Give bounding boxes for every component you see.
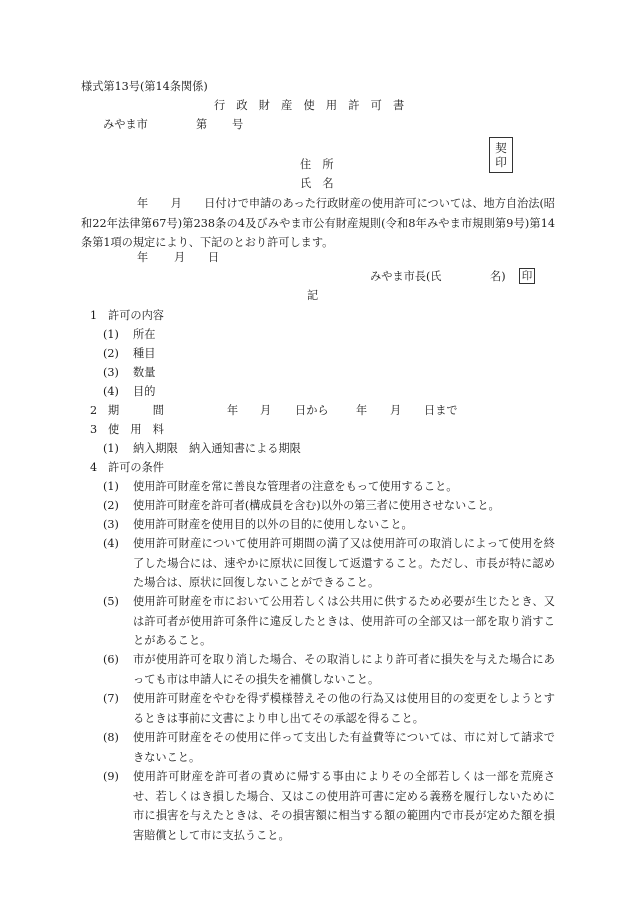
period-from-month: 月 — [260, 404, 272, 417]
contract-seal-box — [489, 137, 513, 173]
s3-item-1-text: 納入期限 納入通知書による期限 — [133, 442, 301, 455]
s1-item-4-label: 目的 — [133, 385, 156, 398]
condition-6-num: (6) — [103, 653, 119, 666]
mayor-label: みやま市長(氏 — [370, 270, 442, 283]
s1-item-3-num: (3) — [103, 366, 119, 379]
period-from-day: 日から — [295, 404, 329, 417]
condition-7-text: 使用許可財産をやむを得ず模様替えその他の行為又は使用目的の変更をしようとするときは事前に文書により申し出てその承認を得ること。 — [133, 692, 555, 725]
period-to-day: 日まで — [424, 404, 458, 417]
section-3-title: 使 用 料 — [108, 423, 164, 436]
date-day: 日 — [208, 251, 220, 264]
condition-4-num: (4) — [103, 537, 119, 550]
ki-heading: 記 — [307, 289, 319, 302]
s1-item-2-label: 種目 — [133, 347, 156, 360]
period-from-year: 年 — [227, 404, 239, 417]
issuer-city: みやま市 — [103, 118, 148, 131]
condition-4-text: 使用許可財産について使用許可期間の満了又は使用許可の取消しによって使用を終了した場合には、速やかに原状に回復して返還すること。ただし、市長が特に認めた場合は、原状に回復しないことができること。 — [133, 537, 555, 589]
form-number: 様式第13号(第14条関係) — [81, 80, 208, 93]
s3-item-1-num: (1) — [103, 442, 119, 455]
s1-item-3-label: 数量 — [133, 366, 156, 379]
mayor-name-suffix: 名) — [490, 270, 506, 283]
section-3-num: 3 — [90, 423, 98, 436]
condition-1-num: (1) — [103, 480, 119, 493]
date-year: 年 — [137, 251, 149, 264]
s1-item-1-num: (1) — [103, 328, 119, 341]
condition-8-num: (8) — [103, 731, 119, 744]
section-4-title: 許可の条件 — [108, 461, 164, 474]
condition-9-num: (9) — [103, 770, 119, 783]
condition-5-text: 使用許可財産を市において公用若しくは公共用に供するため必要が生じたとき、又は許可者が使用許可条件に違反したときは、使用許可の全部又は一部を取り消すことがあること。 — [133, 595, 555, 647]
condition-9-text: 使用許可財産を許可者の責めに帰する事由によりその全部若しくは一部を荒廃させ、若しくはき損した場合、又はこの使用許可書に定める義務を履行しないために市に損害を与えたときは、その損害額に相当する額の範囲内で市長が定めた額を損害賠償として市に支払うこと。 — [133, 770, 555, 842]
condition-2-text: 使用許可財産を許可者(構成員を含む)以外の第三者に使用させないこと。 — [133, 499, 500, 512]
body-paragraph: 年 月 日付けで申請のあった行政財産の使用許可については、地方自治法(昭和22年法律第67号)第238条の4及びみやま市公有財産規則(令和8年みやま市規則第9号)第14条第1項の規定により、下記のとおり許可します。 — [81, 197, 555, 249]
condition-2-num: (2) — [103, 499, 119, 512]
name-label: 氏 名 — [300, 177, 334, 190]
condition-3-text: 使用許可財産を使用目的以外の目的に使用しないこと。 — [133, 518, 413, 531]
condition-6-text: 市が使用許可を取り消した場合、その取消しにより許可者に損失を与えた場合にあっても市は申請人にその損失を補償しないこと。 — [133, 653, 555, 686]
section-1-num: 1 — [90, 309, 98, 322]
date-month: 月 — [174, 251, 186, 264]
condition-7-num: (7) — [103, 692, 119, 705]
s1-item-4-num: (4) — [103, 385, 119, 398]
seal-char-1: 契 — [495, 140, 507, 155]
s1-item-1-label: 所在 — [133, 328, 156, 341]
period-to-month: 月 — [390, 404, 402, 417]
condition-3-num: (3) — [103, 518, 119, 531]
document-title: 行 政 財 産 使 用 許 可 書 — [214, 99, 405, 112]
condition-8-text: 使用許可財産をその使用に伴って支出した有益費等については、市に対して請求できないこと。 — [133, 731, 555, 764]
mayor-seal: 印 — [519, 268, 535, 284]
issuer-dai: 第 — [196, 118, 208, 131]
section-2-title: 期 間 — [108, 404, 164, 417]
section-2-num: 2 — [90, 404, 98, 417]
period-to-year: 年 — [356, 404, 368, 417]
section-1-title: 許可の内容 — [108, 309, 164, 322]
issuer-go: 号 — [232, 118, 244, 131]
seal-char-2: 印 — [495, 155, 507, 169]
condition-5-num: (5) — [103, 595, 119, 608]
s1-item-2-num: (2) — [103, 347, 119, 360]
condition-1-text: 使用許可財産を常に善良な管理者の注意をもって使用すること。 — [133, 480, 458, 493]
section-4-num: 4 — [90, 461, 98, 474]
address-label: 住 所 — [300, 158, 334, 171]
